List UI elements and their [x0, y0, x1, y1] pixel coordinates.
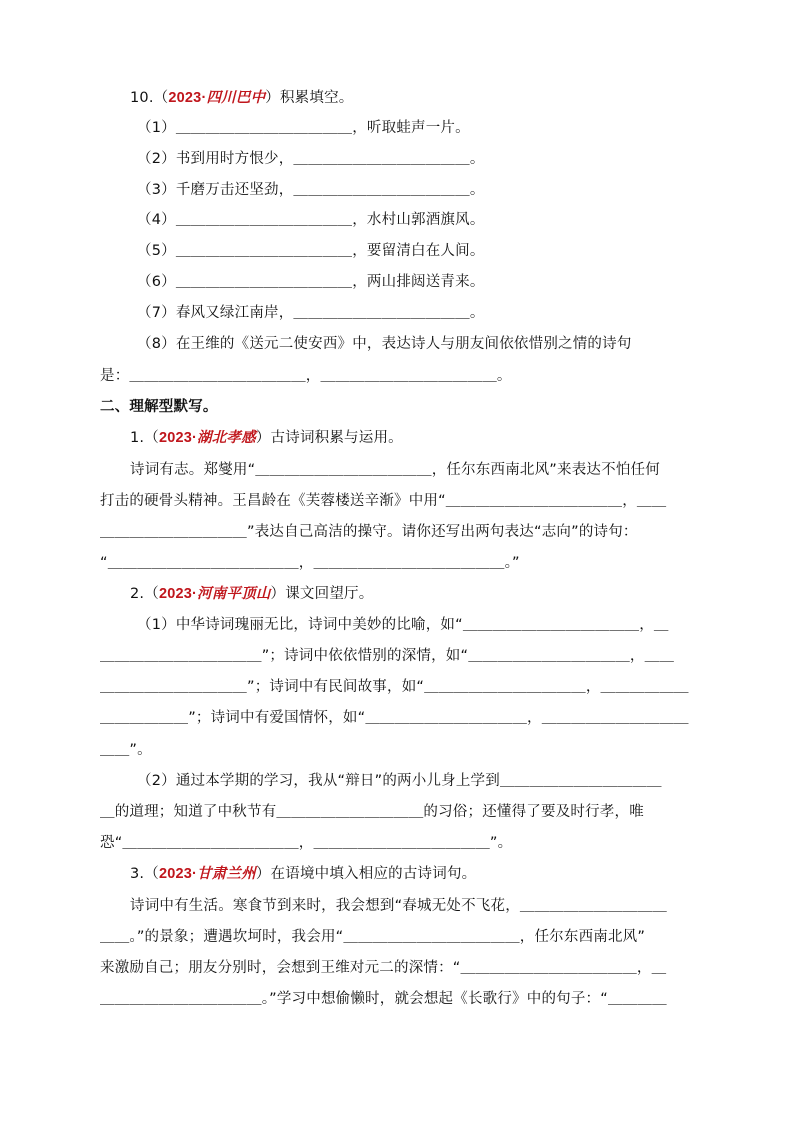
q10-item-7: （7）春风又绿江南岸，＿＿＿＿＿＿＿＿＿＿＿＿。: [137, 305, 485, 321]
q10-item-8-cont: 是：＿＿＿＿＿＿＿＿＿＿＿＿，＿＿＿＿＿＿＿＿＿＿＿＿。: [100, 368, 512, 384]
q2-source: 2023·河南平顶山: [158, 585, 271, 602]
q10-item-5: （5）＿＿＿＿＿＿＿＿＿＿＿＿，要留清白在人间。: [137, 243, 485, 259]
q3-line-3: 来激励自己；朋友分别时，会想到王维对元二的深情：“＿＿＿＿＿＿＿＿＿＿＿＿，＿: [100, 960, 667, 976]
q1-source: 2023·湖北孝感: [158, 429, 256, 446]
q10-prefix: 10.（: [130, 90, 169, 106]
q3-heading: 3.（2023·甘肃兰州）在语境中填入相应的古诗词句。: [130, 865, 477, 882]
q1-line-2: 打击的硬骨头精神。王昌龄在《芙蓉楼送辛渐》中用“＿＿＿＿＿＿＿＿＿＿＿＿，＿＿: [100, 493, 667, 509]
q3-line-2: ＿＿。”的景象；遭遇坎坷时，我会用“＿＿＿＿＿＿＿＿＿＿＿＿，任尔东西南北风”: [100, 929, 646, 945]
q1-line-3: ＿＿＿＿＿＿＿＿＿＿”表达自己高洁的操守。请你还写出两句表达“志向”的诗句：: [100, 524, 638, 540]
q3-line-4: ＿＿＿＿＿＿＿＿＿＿＿。”学习中想偷懒时，就会想起《长歌行》中的句子：“＿＿＿＿: [100, 991, 667, 1007]
q10-heading: 10.（2023·四川巴中）积累填空。: [130, 89, 354, 106]
q1-line-4: “＿＿＿＿＿＿＿＿＿＿＿＿＿，＿＿＿＿＿＿＿＿＿＿＿＿＿。”: [100, 555, 520, 571]
q2-line-4: ＿＿＿＿＿＿”；诗词中有爱国情怀，如“＿＿＿＿＿＿＿＿＿＿＿，＿＿＿＿＿＿＿＿＿＿: [100, 710, 689, 726]
q2-line-8: 恐“＿＿＿＿＿＿＿＿＿＿＿＿，＿＿＿＿＿＿＿＿＿＿＿＿”。: [100, 835, 513, 851]
q3-source: 2023·甘肃兰州: [158, 865, 256, 882]
q2-line-7: ＿的道理；知道了中秋节有＿＿＿＿＿＿＿＿＿＿的习俗；还懂得了要及时行孝，唯: [100, 804, 644, 820]
q10-item-4: （4）＿＿＿＿＿＿＿＿＿＿＿＿，水村山郭酒旗风。: [137, 212, 485, 228]
q10-item-8: （8）在王维的《送元二使安西》中，表达诗人与朋友间依依惜别之情的诗句: [137, 336, 632, 352]
q10-item-3: （3）千磨万击还坚劲，＿＿＿＿＿＿＿＿＿＿＿＿。: [137, 182, 485, 198]
q10-item-6: （6）＿＿＿＿＿＿＿＿＿＿＿＿，两山排闼送青来。: [137, 274, 485, 290]
q2-line-3: ＿＿＿＿＿＿＿＿＿＿”；诗词中有民间故事，如“＿＿＿＿＿＿＿＿＿＿＿，＿＿＿＿＿＿: [100, 679, 689, 695]
q10-source: 2023·四川巴中: [168, 89, 266, 106]
q1-line-1: 诗词有志。郑燮用“＿＿＿＿＿＿＿＿＿＿＿＿，任尔东西南北风”来表达不怕任何: [130, 462, 660, 478]
q2-line-5: ＿＿”。: [100, 742, 152, 758]
q2-heading: 2.（2023·河南平顶山）课文回望厅。: [130, 585, 374, 602]
q2-line-1: （1）中华诗词瑰丽无比，诗词中美妙的比喻，如“＿＿＿＿＿＿＿＿＿＿＿＿，＿: [137, 617, 669, 633]
q2-line-2: ＿＿＿＿＿＿＿＿＿＿＿”；诗词中依依惜别的深情，如“＿＿＿＿＿＿＿＿＿＿＿，＿＿: [100, 648, 675, 664]
q2-line-6: （2）通过本学期的学习，我从“辩日”的两小儿身上学到＿＿＿＿＿＿＿＿＿＿＿: [137, 773, 662, 789]
q10-item-1: （1）＿＿＿＿＿＿＿＿＿＿＿＿，听取蛙声一片。: [137, 120, 470, 136]
q1-heading: 1.（2023·湖北孝感）古诗词积累与运用。: [130, 429, 403, 446]
q3-line-1: 诗词中有生活。寒食节到来时，我会想到“春城无处不飞花，＿＿＿＿＿＿＿＿＿＿: [130, 898, 667, 914]
section-2-title: 二、理解型默写。: [100, 399, 218, 415]
q10-item-2: （2）书到用时方恨少，＿＿＿＿＿＿＿＿＿＿＿＿。: [137, 151, 485, 167]
